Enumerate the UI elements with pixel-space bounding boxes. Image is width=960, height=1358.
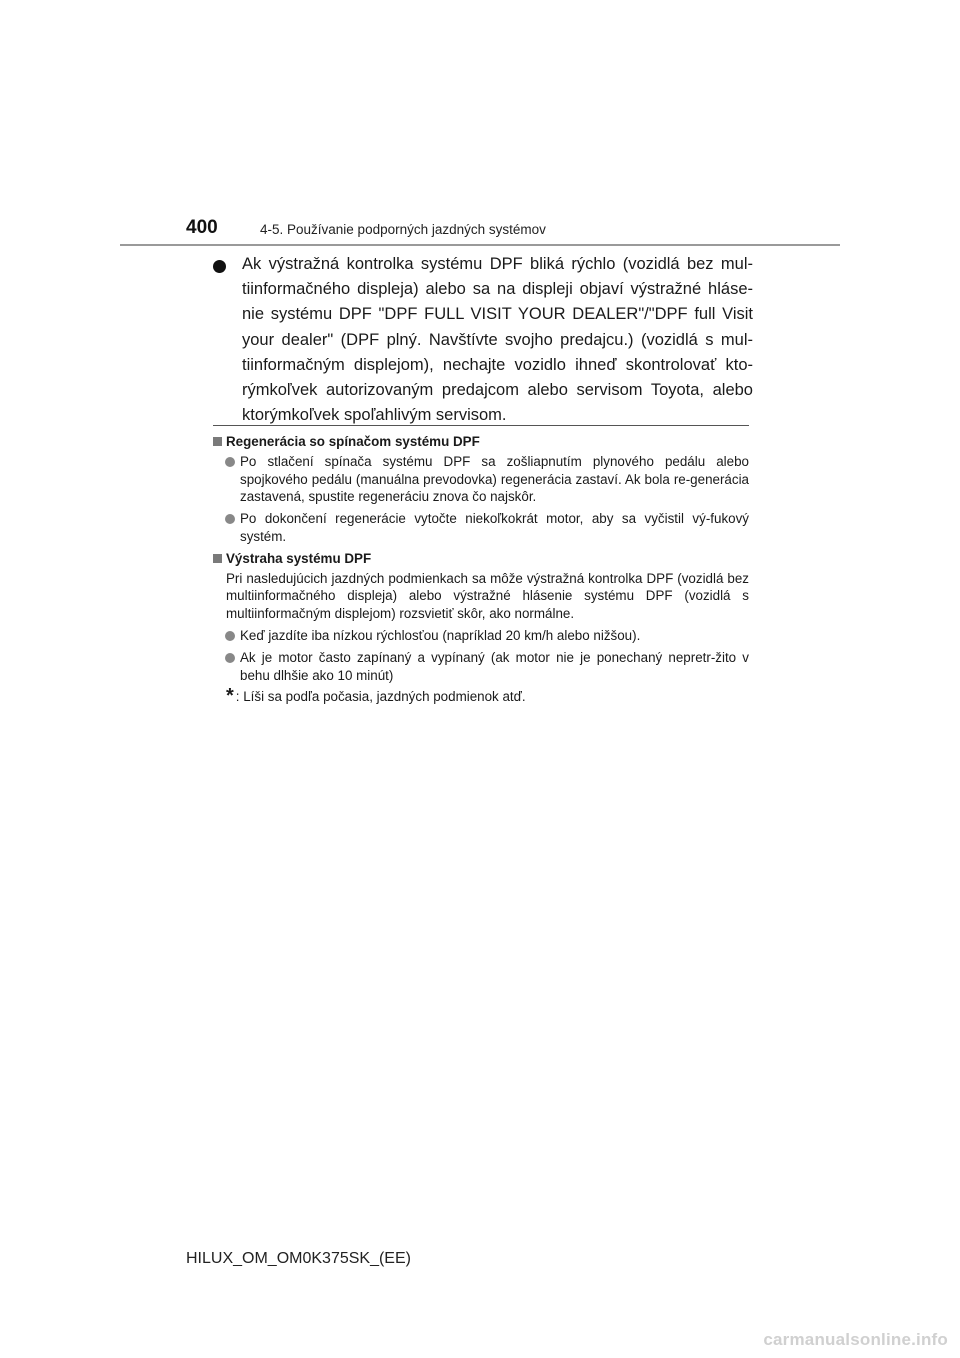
main-warning-block — [213, 252, 753, 428]
section-title: 4-5. Používanie podporných jazdných systémov — [260, 222, 546, 237]
bullet-icon — [225, 653, 235, 663]
watermark: carmanualsonline.info — [763, 1330, 948, 1349]
bullet-icon — [225, 457, 235, 467]
page-number: 400 — [186, 217, 218, 238]
header-rule — [120, 244, 840, 246]
list-item-text: Ak je motor často zapínaný a vypínaný (ak motor nie je ponechaný nepretr-žito v behu dlhšie ako 10 minút) — [240, 649, 749, 683]
section-paragraph: Pri nasledujúcich jazdných podmienkach sa môže výstražná kontrolka DPF (vozidlá bez multiinformačného displeja) alebo výstražné hlásenie systému DPF (vozidlá s multiinformačným displejom) rozsvietiť skôr, ako normálne. — [226, 570, 749, 622]
separator-rule — [213, 425, 749, 426]
info-block — [213, 433, 749, 706]
list-item — [225, 453, 749, 506]
section-heading-text: Výstraha systému DPF — [226, 550, 372, 566]
square-bullet-icon — [213, 437, 222, 446]
section-heading-warning — [213, 550, 749, 568]
section-heading-regeneration — [213, 433, 749, 451]
main-bullet-item — [213, 252, 753, 428]
list-item-text: Po stlačení spínača systému DPF sa zošliapnutím plynového pedálu alebo spojkového pedálu (manuálna prevodovka) regenerácia zastaví. Ak bola re-generácia zastavená, spustite regeneráciu znova čo najskôr. — [240, 453, 749, 505]
section-heading-text: Regenerácia so spínačom systému DPF — [226, 434, 480, 449]
list-item-text: Keď jazdíte iba nízkou rýchlosťou (napríklad 20 km/h alebo nižšou). — [240, 627, 641, 643]
footnote-marker: * — [226, 685, 234, 708]
square-bullet-icon — [213, 554, 222, 563]
list-item — [225, 627, 749, 645]
list-item-text: Po dokončení regenerácie vytočte niekoľkokrát motor, aby sa vyčistil vý-fukový systém. — [240, 511, 749, 544]
footnote-text: : Líši sa podľa počasia, jazdných podmienok atď. — [235, 689, 526, 705]
main-bullet-text: Ak výstražná kontrolka systému DPF bliká rýchlo (vozidlá bez mul-tiinformačného displeja) alebo sa na displeji objaví výstražné hláse-nie systému DPF "DPF FULL VISIT YOUR DEALER"/"DPF full Visit your dealer" (DPF plný. Navštívte svojho predajcu.) (vozidlá s mul-tiinformačným displejom), nechajte vozidlo ihneď skontrolovať kto-rýmkoľvek autorizovaným predajcom alebo servisom Toyota, alebo ktorýmkoľvek spoľahlivým servisom. — [242, 255, 753, 425]
bullet-icon — [225, 514, 235, 524]
bullet-icon — [213, 260, 226, 273]
list-item — [225, 649, 749, 685]
footer-doc-code: HILUX_OM_OM0K375SK_(EE) — [186, 1250, 411, 1267]
list-item — [225, 510, 749, 546]
bullet-icon — [225, 631, 235, 641]
footnote — [226, 685, 749, 708]
